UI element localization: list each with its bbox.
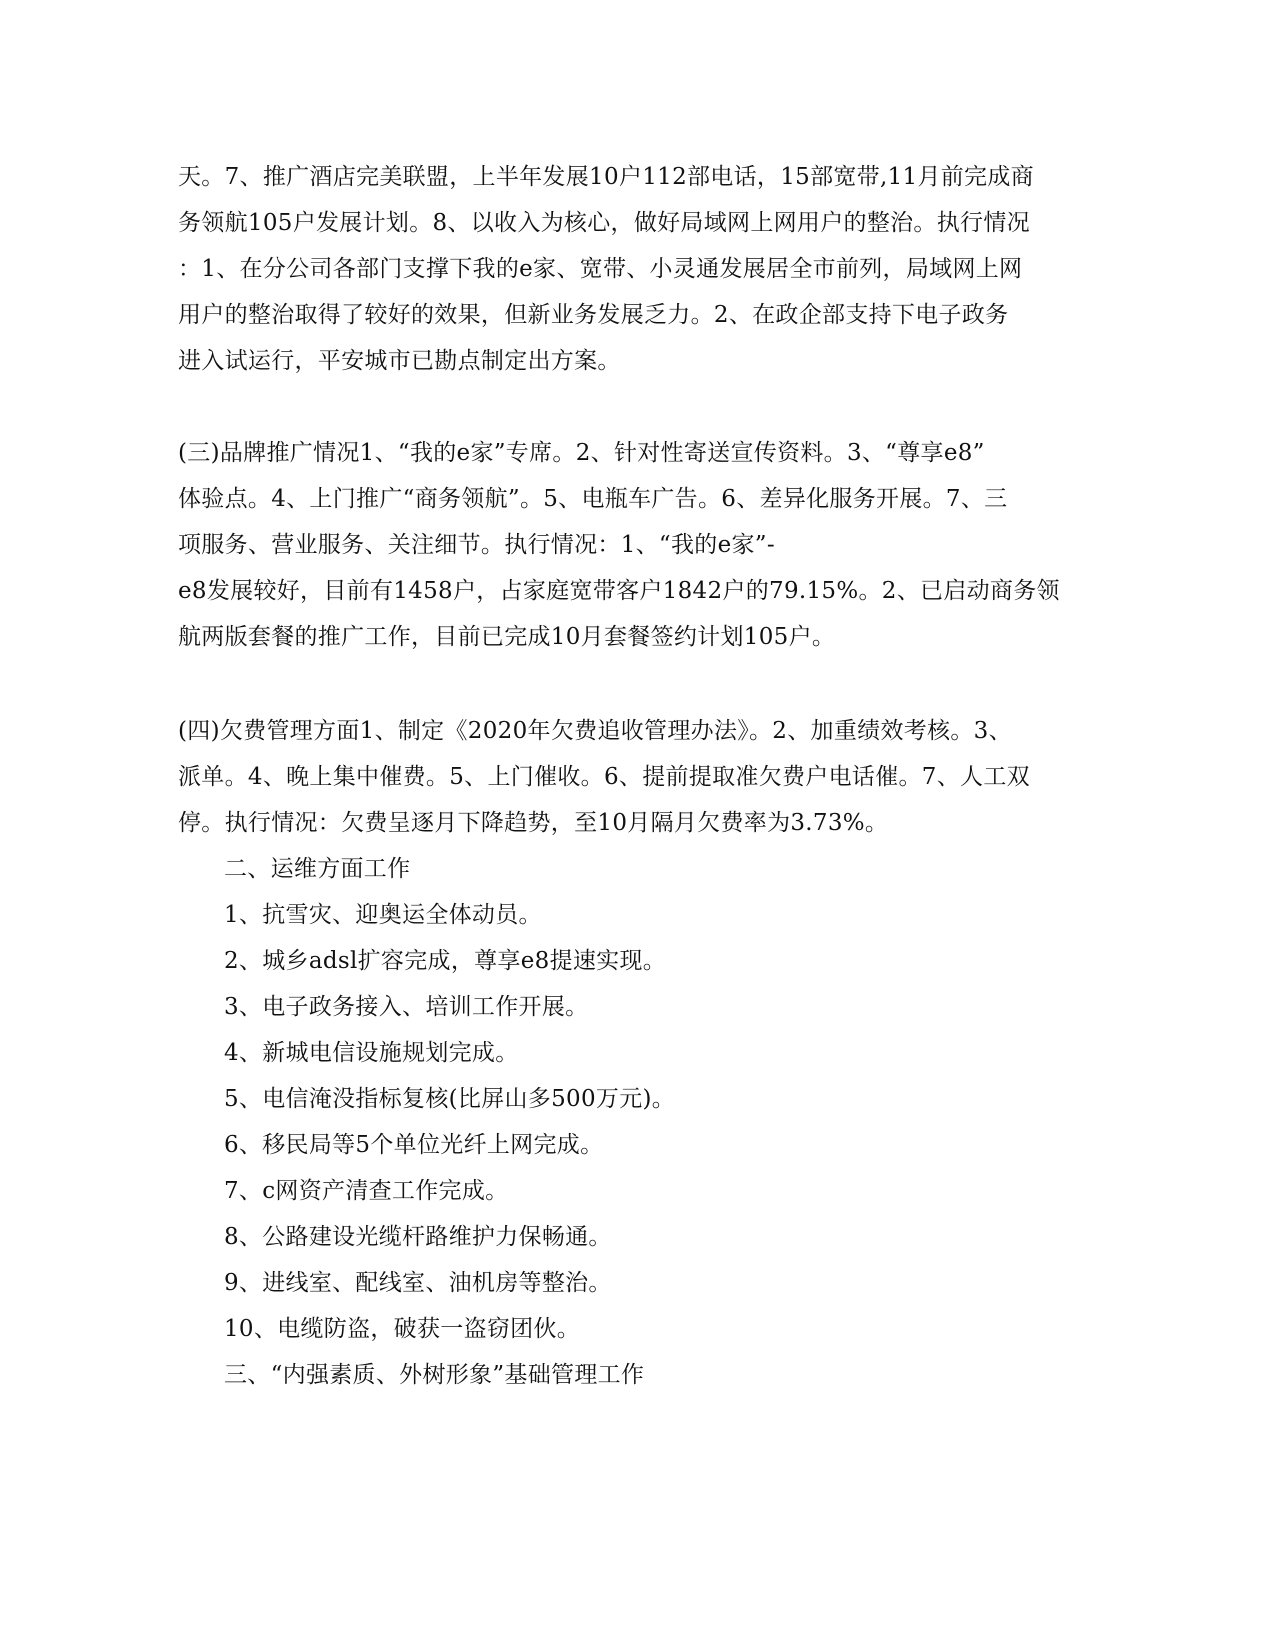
section-heading: 三、“内强素质、外树形象”基础管理工作 (224, 1362, 645, 1388)
list-item: 7、c网资产清查工作完成。 (224, 1178, 509, 1204)
text-line: 航两版套餐的推广工作，目前已完成10月套餐签约计划105户。 (178, 624, 836, 650)
text-line: 项服务、营业服务、关注细节。执行情况：1、“我的e家”- (178, 532, 775, 558)
list-item: 4、新城电信设施规划完成。 (224, 1040, 519, 1066)
text-line: 务领航105户发展计划。8、以收入为核心，做好局域网上网用户的整治。执行情况 (178, 210, 1030, 236)
text-line: 停。执行情况：欠费呈逐月下降趋势，至10月隔月欠费率为3.73%。 (178, 810, 889, 836)
text-line: (三)品牌推广情况1、“我的e家”专席。2、针对性寄送宣传资料。3、“尊享e8” (178, 440, 985, 466)
list-item: 8、公路建设光缆杆路维护力保畅通。 (224, 1224, 612, 1250)
list-item: 5、电信淹没指标复核(比屏山多500万元)。 (224, 1086, 676, 1112)
list-item: 3、电子政务接入、培训工作开展。 (224, 994, 589, 1020)
list-item: 10、电缆防盗，破获一盗窃团伙。 (224, 1316, 581, 1342)
text-line: 派单。4、晚上集中催费。5、上门催收。6、提前提取准欠费户电话催。7、人工双 (178, 764, 1030, 790)
text-line: 用户的整治取得了较好的效果，但新业务发展乏力。2、在政企部支持下电子政务 (178, 302, 1009, 328)
list-item: 2、城乡adsl扩容完成，尊享e8提速实现。 (224, 948, 667, 974)
text-line: ：1、在分公司各部门支撑下我的e家、宽带、小灵通发展居全市前列，局域网上网 (178, 256, 1023, 282)
text-line: 进入试运行，平安城市已勘点制定出方案。 (178, 348, 621, 374)
text-line: 天。7、推广酒店完美联盟，上半年发展10户112部电话，15部宽带,11月前完成商 (178, 164, 1034, 190)
text-line: (四)欠费管理方面1、制定《2020年欠费追收管理办法》。2、加重绩效考核。3、 (178, 718, 1012, 744)
section-heading: 二、运维方面工作 (224, 856, 411, 882)
list-item: 6、移民局等5个单位光纤上网完成。 (224, 1132, 604, 1158)
text-line: 体验点。4、上门推广“商务领航”。5、电瓶车广告。6、差异化服务开展。7、三 (178, 486, 1008, 512)
list-item: 9、进线室、配线室、油机房等整治。 (224, 1270, 612, 1296)
list-item: 1、抗雪灾、迎奥运全体动员。 (224, 902, 542, 928)
text-line: e8发展较好，目前有1458户，占家庭宽带客户1842户的79.15%。2、已启动商务领 (178, 578, 1060, 604)
